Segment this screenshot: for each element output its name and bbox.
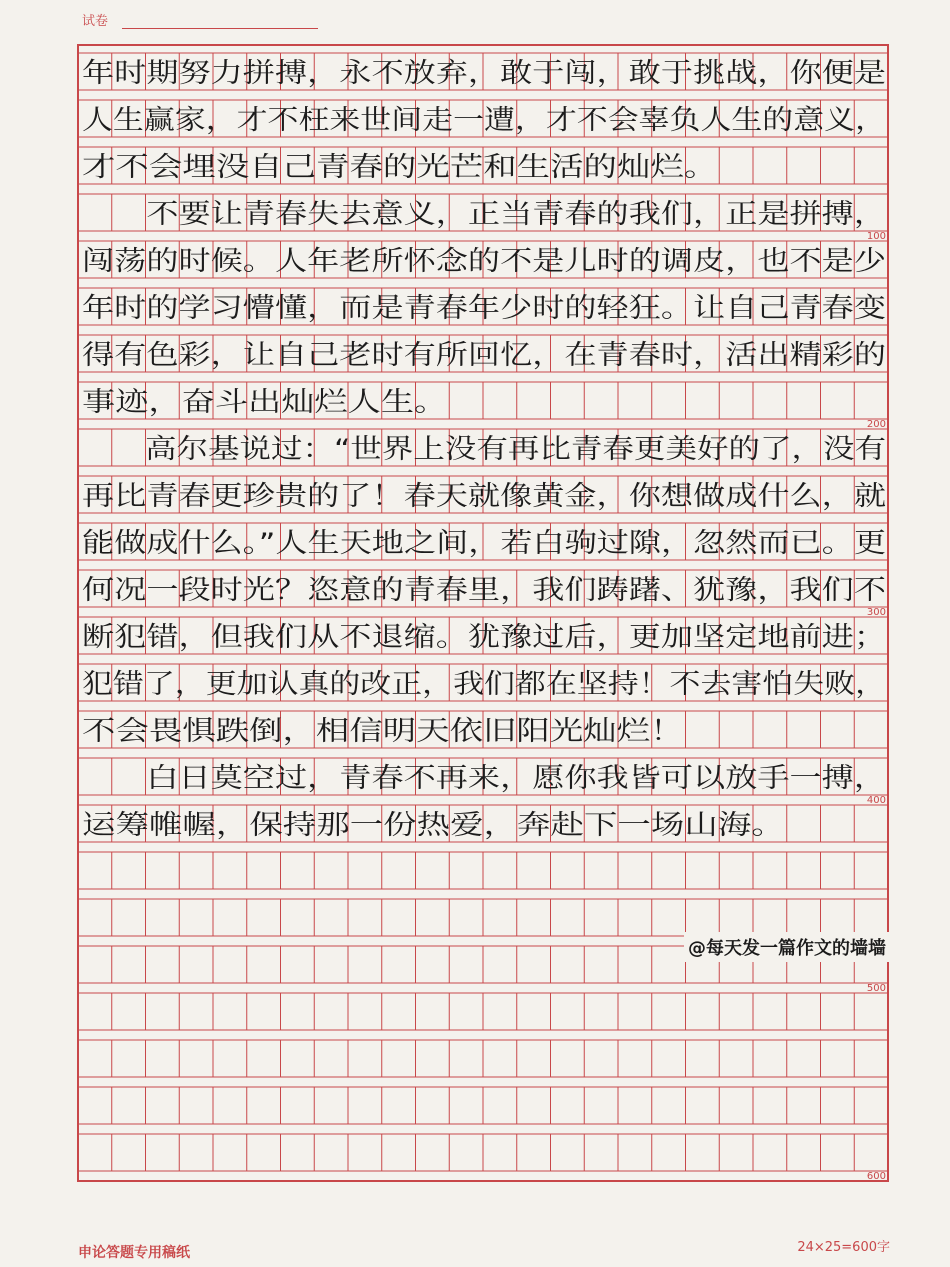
essay-line: 得有色彩，让自己老时有所回忆，在青春时，活出精彩的 — [82, 340, 886, 371]
char-counter: 500 — [866, 983, 886, 994]
essay-line: 高尔基说过：“世界上没有再比青春更美好的了，没有 — [82, 434, 887, 465]
essay-line: 不会畏惧跌倒，相信明天依旧阳光灿烂！ — [82, 716, 684, 747]
grid-row — [78, 805, 888, 842]
grid-row — [78, 476, 888, 513]
essay-line: 断犯错，但我们从不退缩。犹豫过后，更加坚定地前进； — [82, 622, 886, 653]
name-underline — [122, 28, 318, 29]
essay-line: 白日莫空过，青春不再来，愿你我皆可以放手一搏， — [82, 763, 886, 794]
char-counter: 100 — [866, 231, 886, 242]
essay-line: 人生赢家，才不枉来世间走一遭，才不会辜负人生的意义， — [82, 105, 887, 136]
essay-line: 事迹，奋斗出灿烂人生。 — [82, 387, 448, 418]
essay-line: 才不会埋没自己青春的光芒和生活的灿烂。 — [82, 152, 718, 183]
grid-row — [78, 429, 888, 466]
grid-row — [78, 335, 888, 372]
essay-line: 年时期努力拼搏，永不放弃，敢于闯，敢于挑战，你便是 — [82, 58, 886, 89]
essay-line: 再比青春更珍贵的了！春天就像黄金，你想做成什么，就 — [82, 481, 886, 512]
sheet-title: 申论答题专用稿纸 — [78, 1245, 190, 1261]
exam-label: 试卷 — [82, 14, 109, 29]
grid-row — [78, 664, 888, 701]
sheet-capacity: 24×25=600字 — [797, 1240, 890, 1255]
essay-line: 能做成什么。”人生天地之间，若白驹过隙，忽然而已。更 — [82, 528, 886, 559]
grid-row — [78, 617, 888, 654]
essay-line: 闯荡的时候。人年老所怀念的不是儿时的调皮，也不是少 — [82, 246, 886, 277]
essay-line: 不要让青春失去意义，正当青春的我们，正是拼搏， — [82, 199, 886, 230]
grid-row — [78, 523, 888, 560]
grid-row — [78, 241, 888, 278]
grid-row — [78, 100, 888, 137]
essay-line: 运筹帷幄，保持那一份热爱，奔赴下一场山海。 — [82, 810, 785, 841]
grid-row — [78, 53, 888, 90]
watermark: @每天发一篇作文的墙墙 — [684, 932, 890, 962]
char-counter: 300 — [866, 607, 886, 618]
char-counter: 600 — [866, 1171, 886, 1182]
grid-row — [78, 288, 888, 325]
char-counter: 400 — [866, 795, 886, 806]
essay-line: 年时的学习懵懂，而是青春年少时的轻狂。让自己青春变 — [82, 293, 886, 324]
essay-line: 何况一段时光？恣意的青春里，我们踌躇、犹豫，我们不 — [82, 575, 886, 606]
char-counter: 200 — [866, 419, 886, 430]
essay-line: 犯错了，更加认真的改正，我们都在坚持！不去害怕失败， — [82, 669, 887, 700]
